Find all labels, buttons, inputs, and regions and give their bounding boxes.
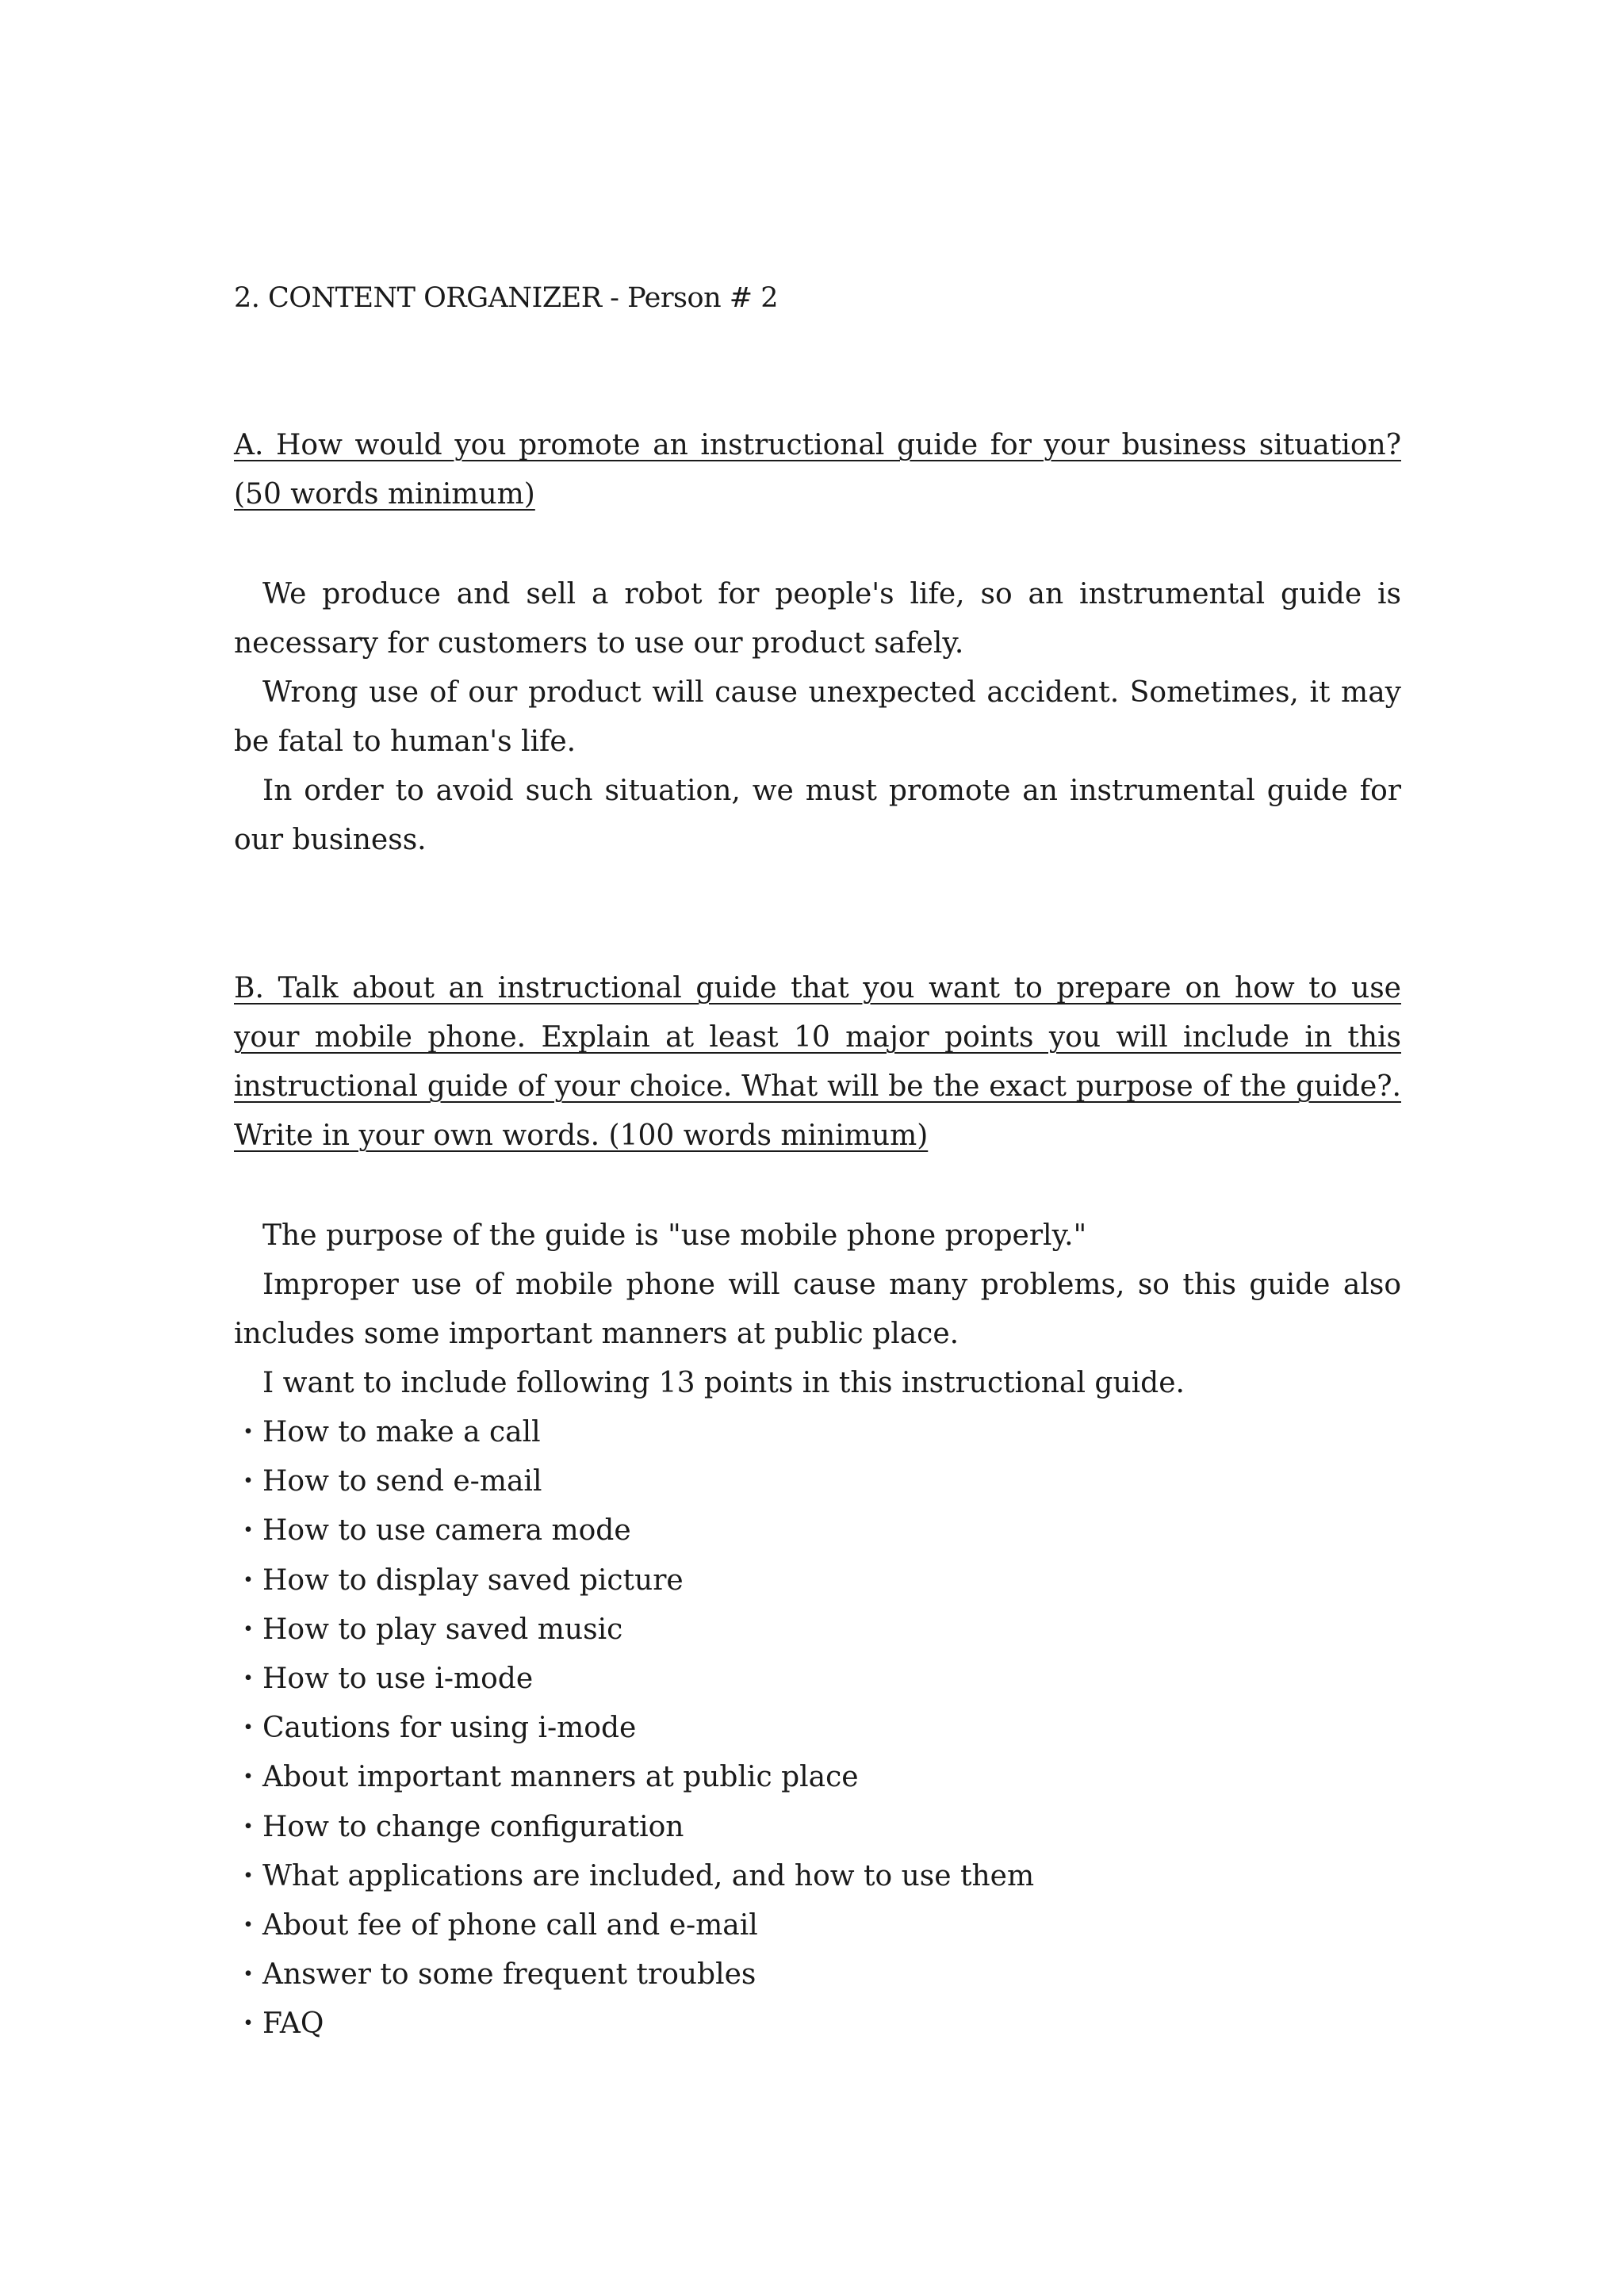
answer-a-paragraph: Wrong use of our product will cause unexpected accident. Sometimes, it may be fatal to human's life.	[234, 676, 1401, 758]
document-heading: 2. CONTENT ORGANIZER - Person # 2	[234, 282, 778, 314]
list-item-text: How to display saved picture	[262, 1563, 684, 1597]
answer-a-paragraph: We produce and sell a robot for people's life, so an instrumental guide is necessary for customers to use our product safely.	[234, 578, 1401, 660]
list-item-text: Answer to some frequent troubles	[262, 1958, 756, 1992]
list-item-text: How to change configuration	[262, 1810, 684, 1843]
answer-b-paragraph: Improper use of mobile phone will cause many problems, so this guide also includes some important manners at public place.	[234, 1269, 1401, 1350]
list-item	[234, 1999, 1401, 2049]
bullet-icon: ・	[234, 1712, 263, 1745]
bullet-icon: ・	[234, 1613, 263, 1646]
bullet-icon: ・	[234, 1514, 263, 1548]
bullet-icon: ・	[234, 1563, 263, 1597]
list-item-text: How to play saved music	[262, 1613, 623, 1646]
bullet-icon: ・	[234, 1416, 263, 1448]
list-item	[234, 1753, 1401, 1802]
question-a: A. How would you promote an instructional guide for your business situation? (50 words minimum)	[234, 429, 1401, 511]
list-item	[234, 1556, 1401, 1605]
list-item	[234, 1901, 1401, 1950]
list-item-text: About fee of phone call and e-mail	[262, 1909, 758, 1942]
list-item	[234, 1506, 1401, 1556]
bullet-icon: ・	[234, 1663, 263, 1696]
list-item-text: How to use i-mode	[262, 1663, 534, 1696]
list-item	[234, 1605, 1401, 1655]
list-item-text: How to make a call	[262, 1416, 541, 1448]
bullet-icon: ・	[234, 1859, 263, 1892]
list-item-text: How to send e-mail	[262, 1465, 542, 1498]
bullet-icon: ・	[234, 1465, 263, 1498]
list-item	[234, 1704, 1401, 1753]
list-item-text: Cautions for using i-mode	[262, 1712, 637, 1745]
answer-a-paragraph: In order to avoid such situation, we must promote an instrumental guide for our business.	[234, 775, 1401, 856]
bullet-icon: ・	[234, 1958, 263, 1992]
bullet-icon: ・	[234, 1810, 263, 1843]
list-item	[234, 1457, 1401, 1506]
answer-b-paragraph: The purpose of the guide is "use mobile phone properly."	[262, 1219, 1087, 1252]
list-item	[234, 1408, 1401, 1457]
answer-b-paragraph: I want to include following 13 points in this instructional guide.	[262, 1367, 1185, 1399]
list-item-text: How to use camera mode	[262, 1514, 631, 1548]
bullet-icon: ・	[234, 1909, 263, 1942]
list-item	[234, 1852, 1401, 1901]
list-item-text: About important manners at public place	[262, 1761, 859, 1794]
bullet-icon: ・	[234, 2007, 263, 2041]
list-item	[234, 1950, 1401, 1999]
list-item-text: FAQ	[262, 2007, 324, 2041]
list-item	[234, 1803, 1401, 1852]
list-item-text: What applications are included, and how to use them	[262, 1859, 1035, 1892]
list-item	[234, 1655, 1401, 1704]
guide-points-list	[234, 1408, 1401, 2049]
bullet-icon: ・	[234, 1761, 263, 1794]
question-b: B. Talk about an instructional guide that you want to prepare on how to use your mobile phone. Explain at least 10 major points you will include in this instructional guide of your choice. What will be the exact purpose of the guide?. Write in your own words. (100 words minimum)	[234, 972, 1401, 1152]
